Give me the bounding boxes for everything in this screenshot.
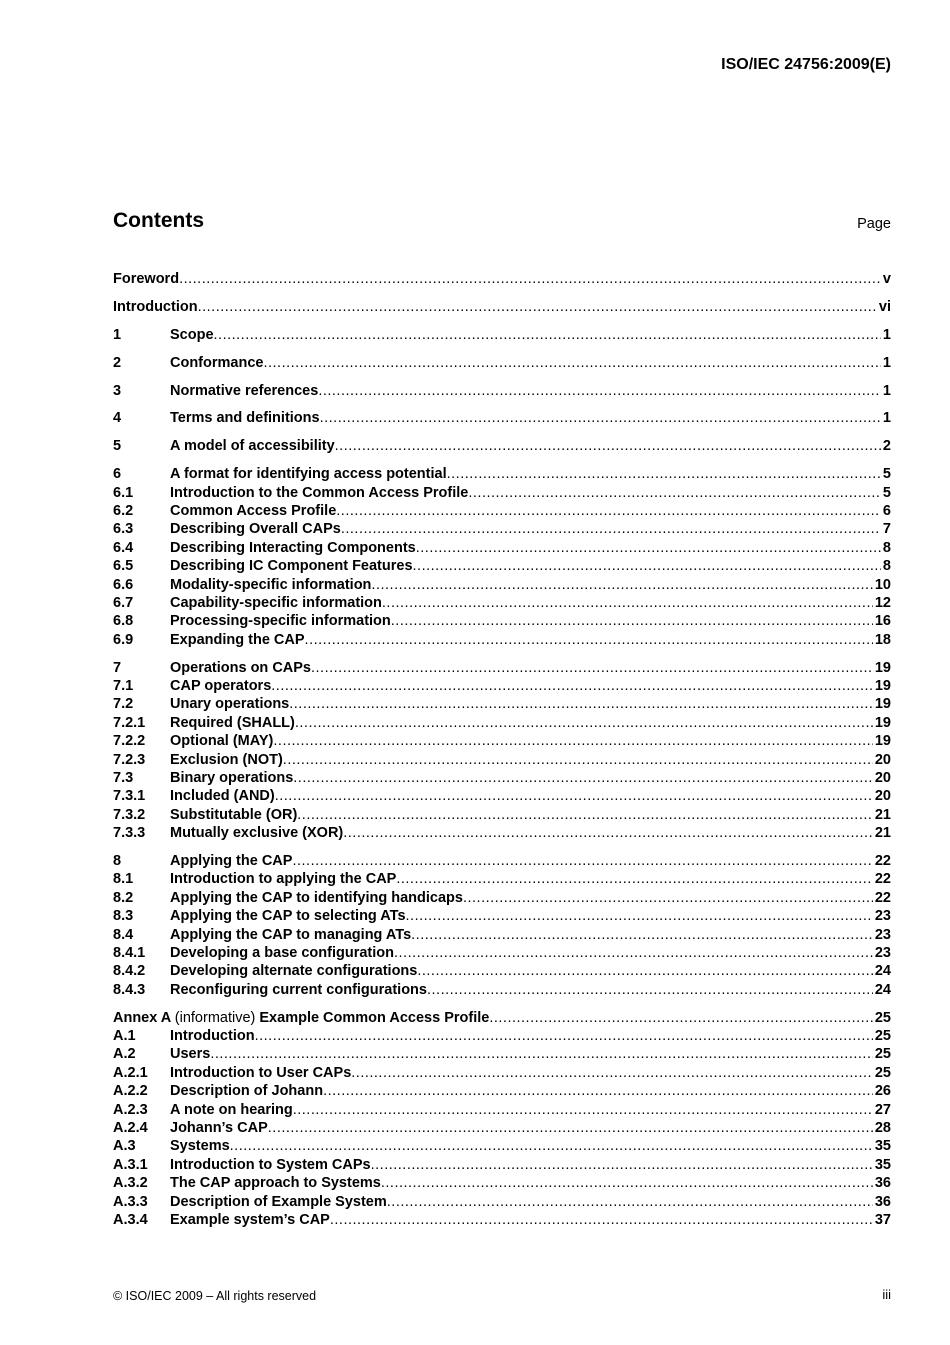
toc-entry-page: 25 bbox=[874, 1046, 891, 1063]
toc-entry-page: 22 bbox=[874, 889, 891, 906]
toc-entry-page: 19 bbox=[874, 696, 891, 713]
toc-entry[interactable] bbox=[113, 806, 891, 824]
dot-leader bbox=[371, 576, 872, 594]
toc-entry[interactable] bbox=[113, 465, 891, 483]
toc-entry-page: 21 bbox=[874, 825, 891, 842]
dot-leader bbox=[263, 354, 880, 372]
toc-entry-page: 19 bbox=[874, 678, 891, 695]
toc-entry[interactable] bbox=[113, 1156, 891, 1174]
toc-entry-title: Introduction to System CAPs bbox=[170, 1156, 371, 1173]
dot-leader bbox=[255, 1027, 873, 1045]
dot-leader bbox=[289, 695, 873, 713]
toc-entry-page: vi bbox=[878, 298, 891, 315]
toc-entry[interactable] bbox=[113, 1193, 891, 1211]
document-id: ISO/IEC 24756:2009(E) bbox=[721, 56, 891, 73]
toc-entry-number: 8.4.3 bbox=[113, 981, 146, 998]
toc-entry-title: Introduction to User CAPs bbox=[170, 1064, 352, 1081]
dot-leader bbox=[396, 870, 873, 888]
toc-entry-page: 28 bbox=[874, 1120, 891, 1137]
toc-entry-page: 21 bbox=[874, 806, 891, 823]
toc-entry-number: A.2.1 bbox=[113, 1064, 148, 1081]
dot-leader bbox=[305, 631, 873, 649]
dot-leader bbox=[198, 298, 877, 316]
toc-entry-number: A.3 bbox=[113, 1138, 136, 1155]
dot-leader bbox=[297, 806, 873, 824]
toc-entry-number: 8.2 bbox=[113, 889, 134, 906]
toc-entry[interactable] bbox=[113, 889, 891, 907]
dot-leader bbox=[341, 520, 881, 538]
dot-leader bbox=[323, 1082, 873, 1100]
dot-leader bbox=[387, 1193, 873, 1211]
dot-leader bbox=[381, 1174, 873, 1192]
toc-entry-title bbox=[113, 1009, 489, 1027]
toc-entry-title: Developing a base configuration bbox=[170, 945, 394, 961]
toc-entry-page: 5 bbox=[882, 484, 891, 501]
toc-entry-page: 37 bbox=[874, 1211, 891, 1228]
dot-leader bbox=[382, 594, 873, 612]
toc-entry-title: Applying the CAP to identifying handicaps bbox=[170, 889, 463, 906]
contents-heading: Contents bbox=[113, 209, 204, 232]
toc-entry[interactable] bbox=[113, 787, 891, 805]
toc-entry[interactable] bbox=[113, 769, 891, 787]
toc-entry-title: A model of accessibility bbox=[170, 438, 335, 455]
toc-entry-page: 8 bbox=[882, 558, 891, 575]
toc-entry-title: Describing IC Component Features bbox=[170, 558, 413, 575]
toc-entry-page: 23 bbox=[874, 926, 891, 943]
toc-entry-page: 1 bbox=[882, 382, 891, 399]
toc-entry[interactable] bbox=[113, 981, 891, 999]
toc-entry[interactable] bbox=[113, 502, 891, 520]
toc-entry-number: A.3.2 bbox=[113, 1175, 148, 1192]
dot-leader bbox=[489, 1009, 873, 1027]
toc-entry-number: 6 bbox=[113, 466, 122, 483]
toc-entry-page: 6 bbox=[882, 503, 891, 520]
toc-entry-title: Included (AND) bbox=[170, 788, 275, 805]
dot-leader bbox=[335, 437, 881, 455]
toc-entry-title: Processing-specific information bbox=[170, 613, 391, 630]
dot-leader bbox=[427, 981, 873, 999]
toc-entry[interactable] bbox=[113, 484, 891, 502]
dot-leader bbox=[292, 852, 872, 870]
toc-entry-title: Users bbox=[170, 1046, 211, 1063]
dot-leader bbox=[295, 714, 873, 732]
toc-entry-page: 27 bbox=[874, 1101, 891, 1118]
toc-entry[interactable] bbox=[113, 382, 891, 400]
dot-leader bbox=[351, 1064, 873, 1082]
toc-entry[interactable] bbox=[113, 298, 891, 316]
toc-entry-title: Conformance bbox=[170, 354, 264, 371]
toc-entry[interactable] bbox=[113, 870, 891, 888]
toc-entry-title: Terms and definitions bbox=[170, 410, 320, 427]
dot-leader bbox=[343, 824, 873, 842]
dot-leader bbox=[413, 557, 881, 575]
toc-entry-number: 7.1 bbox=[113, 678, 134, 695]
toc-entry-number: 6.1 bbox=[113, 484, 134, 501]
toc-entry-number: A.1 bbox=[113, 1028, 136, 1045]
toc-entry-page: 1 bbox=[882, 326, 891, 343]
toc-entry-title: Introduction to the Common Access Profile bbox=[170, 484, 469, 501]
toc-entry[interactable] bbox=[113, 962, 891, 980]
toc-entry[interactable] bbox=[113, 1174, 891, 1192]
toc-entry-title: Example system’s CAP bbox=[170, 1211, 330, 1228]
toc-entry-number: 7.2 bbox=[113, 696, 134, 713]
toc-entry-number: 7.2.3 bbox=[113, 751, 146, 768]
toc-entry-number: 6.9 bbox=[113, 631, 134, 648]
toc-entry[interactable] bbox=[113, 354, 891, 372]
toc-entry-number: A.3.1 bbox=[113, 1156, 148, 1173]
toc-entry-title: Scope bbox=[170, 326, 214, 343]
dot-leader bbox=[463, 889, 873, 907]
toc-entry-page: 2 bbox=[882, 438, 891, 455]
toc-entry-page: 19 bbox=[874, 714, 891, 731]
toc-entry[interactable] bbox=[113, 520, 891, 538]
toc-entry-number: A.2.2 bbox=[113, 1083, 148, 1100]
footer-page-number: iii bbox=[882, 1287, 891, 1302]
toc-entry-title: Systems bbox=[170, 1138, 230, 1155]
toc-entry[interactable] bbox=[113, 907, 891, 925]
toc-entry-page: 7 bbox=[882, 521, 891, 538]
toc-entry-title: A format for identifying access potential bbox=[170, 466, 447, 483]
toc-entry[interactable] bbox=[113, 1101, 891, 1119]
toc-entry-number: 3 bbox=[113, 382, 122, 399]
dot-leader bbox=[320, 409, 881, 427]
toc-entry-number: 7.3.1 bbox=[113, 788, 146, 805]
toc-entry[interactable] bbox=[113, 659, 891, 677]
toc-entry-title: Optional (MAY) bbox=[170, 733, 274, 750]
toc-entry[interactable] bbox=[113, 751, 891, 769]
toc-entry-page: 8 bbox=[882, 539, 891, 556]
toc-entry-page: v bbox=[882, 271, 891, 287]
toc-entry-page: 1 bbox=[882, 354, 891, 371]
toc-entry[interactable] bbox=[113, 944, 891, 962]
dot-leader bbox=[179, 270, 881, 288]
toc-entry-page: 20 bbox=[874, 788, 891, 805]
annex-title: Example Common Access Profile bbox=[259, 1009, 490, 1026]
toc-entry-number: 8.4.1 bbox=[113, 945, 146, 961]
toc-entry-page: 35 bbox=[874, 1138, 891, 1155]
toc-entry[interactable] bbox=[113, 1027, 891, 1045]
toc-entry-title: A note on hearing bbox=[170, 1101, 293, 1118]
dot-leader bbox=[394, 944, 873, 962]
toc-entry-page: 19 bbox=[874, 733, 891, 750]
toc-entry[interactable] bbox=[113, 594, 891, 612]
toc-entry-page: 12 bbox=[874, 594, 891, 611]
toc-entry-number: A.2.4 bbox=[113, 1120, 148, 1137]
toc-entry-title: Modality-specific information bbox=[170, 576, 372, 593]
toc-entry-title: Introduction to applying the CAP bbox=[170, 871, 397, 888]
dot-leader bbox=[318, 382, 881, 400]
toc-entry[interactable] bbox=[113, 1119, 891, 1137]
toc-entry[interactable] bbox=[113, 1045, 891, 1063]
toc-entry-number: 2 bbox=[113, 354, 122, 371]
toc-entry-title: Foreword bbox=[113, 271, 180, 287]
dot-leader bbox=[416, 539, 881, 557]
toc-entry-page: 18 bbox=[874, 631, 891, 648]
dot-leader bbox=[293, 769, 873, 787]
toc-entry-title: Common Access Profile bbox=[170, 503, 337, 520]
toc-entry[interactable] bbox=[113, 1009, 891, 1027]
toc-entry-page: 24 bbox=[874, 963, 891, 980]
dot-leader bbox=[336, 502, 881, 520]
toc-entry-page: 36 bbox=[874, 1175, 891, 1192]
toc-entry-title: Describing Overall CAPs bbox=[170, 521, 341, 538]
toc-entry-number: 6.8 bbox=[113, 613, 134, 630]
dot-leader bbox=[311, 659, 873, 677]
annex-informative-label: (informative) bbox=[174, 1009, 256, 1026]
toc-entry-number: 8.1 bbox=[113, 871, 134, 888]
dot-leader bbox=[371, 1156, 873, 1174]
toc-entry-title: Description of Johann bbox=[170, 1083, 324, 1100]
dot-leader bbox=[391, 612, 873, 630]
toc-entry-title: The CAP approach to Systems bbox=[170, 1175, 381, 1192]
dot-leader bbox=[268, 1119, 873, 1137]
toc-entry-number: 5 bbox=[113, 438, 122, 455]
dot-leader bbox=[275, 787, 873, 805]
toc-entry-number: 8.4 bbox=[113, 926, 134, 943]
toc-entry-title: Applying the CAP to managing ATs bbox=[170, 926, 412, 943]
toc-entry[interactable] bbox=[113, 631, 891, 649]
toc-entry-page: 24 bbox=[874, 981, 891, 998]
toc-entry-title: Developing alternate configurations bbox=[170, 963, 418, 980]
toc-entry[interactable] bbox=[113, 557, 891, 575]
toc-entry-title: Mutually exclusive (XOR) bbox=[170, 825, 344, 842]
toc-entry-number: 7 bbox=[113, 659, 122, 676]
toc-entry[interactable] bbox=[113, 409, 891, 427]
toc-entry[interactable] bbox=[113, 1211, 891, 1229]
toc-entry-title: Unary operations bbox=[170, 696, 290, 713]
toc-entry-page: 19 bbox=[874, 659, 891, 676]
toc-entry-number: 7.3.2 bbox=[113, 806, 146, 823]
toc-entry-number: 6.5 bbox=[113, 558, 134, 575]
toc-entry-number: A.2.3 bbox=[113, 1101, 148, 1118]
toc-entry-page: 26 bbox=[874, 1083, 891, 1100]
dot-leader bbox=[293, 1101, 873, 1119]
toc-entry-page: 25 bbox=[874, 1009, 891, 1026]
toc-entry-number: A.3.3 bbox=[113, 1193, 148, 1210]
dot-leader bbox=[230, 1137, 873, 1155]
toc-entry-number: 8.3 bbox=[113, 908, 134, 925]
toc-entry-page: 25 bbox=[874, 1064, 891, 1081]
dot-leader bbox=[283, 751, 873, 769]
toc-entry-number: 8.4.2 bbox=[113, 963, 146, 980]
toc-entry-number: 1 bbox=[113, 326, 122, 343]
toc-entry-page: 25 bbox=[874, 1028, 891, 1045]
toc-entry-number: 4 bbox=[113, 410, 122, 427]
dot-leader bbox=[214, 326, 881, 344]
dot-leader bbox=[468, 484, 881, 502]
toc-entry[interactable] bbox=[113, 612, 891, 630]
toc-entry-title: CAP operators bbox=[170, 678, 272, 695]
toc-entry-title: Normative references bbox=[170, 382, 319, 399]
page-column-label: Page bbox=[857, 216, 891, 232]
toc-entry-title: Exclusion (NOT) bbox=[170, 751, 283, 768]
dot-leader bbox=[417, 962, 873, 980]
toc-entry-title: Binary operations bbox=[170, 769, 294, 786]
toc-entry-title: Applying the CAP bbox=[170, 853, 293, 870]
toc-entry[interactable] bbox=[113, 824, 891, 842]
annex-label: Annex A bbox=[113, 1009, 171, 1026]
toc-entry-page: 20 bbox=[874, 751, 891, 768]
toc-entry-page: 1 bbox=[882, 410, 891, 427]
toc-entry-page: 20 bbox=[874, 769, 891, 786]
toc-entry-number: 6.2 bbox=[113, 503, 134, 520]
toc-entry-number: 7.3 bbox=[113, 769, 134, 786]
dot-leader bbox=[411, 926, 873, 944]
toc-entry-number: 6.6 bbox=[113, 576, 134, 593]
toc-entry[interactable] bbox=[113, 1137, 891, 1155]
toc-entry-number: 6.4 bbox=[113, 539, 134, 556]
toc-entry-title: Reconfiguring current configurations bbox=[170, 981, 427, 998]
dot-leader bbox=[273, 732, 872, 750]
toc-entry-number: A.3.4 bbox=[113, 1211, 148, 1228]
dot-leader bbox=[406, 907, 873, 925]
toc-entry-title: Johann’s CAP bbox=[170, 1120, 268, 1137]
toc-entry-page: 36 bbox=[874, 1193, 891, 1210]
toc-entry[interactable] bbox=[113, 852, 891, 870]
toc-entry-number: 6.3 bbox=[113, 521, 134, 538]
toc-entry-page: 5 bbox=[882, 466, 891, 483]
dot-leader bbox=[271, 677, 873, 695]
dot-leader bbox=[210, 1045, 873, 1063]
toc-entry[interactable] bbox=[113, 732, 891, 750]
toc-entry[interactable] bbox=[113, 539, 891, 557]
toc-entry-number: 6.7 bbox=[113, 594, 134, 611]
toc-entry-title: Describing Interacting Components bbox=[170, 539, 416, 556]
toc-entry-page: 23 bbox=[874, 945, 891, 961]
toc-entry-number: 7.3.3 bbox=[113, 825, 146, 842]
toc-entry-page: 16 bbox=[874, 613, 891, 630]
toc-entry-title: Introduction bbox=[170, 1028, 255, 1045]
toc-entry[interactable] bbox=[113, 714, 891, 732]
dot-leader bbox=[447, 465, 881, 483]
toc-entry[interactable] bbox=[113, 677, 891, 695]
toc-entry-title: Description of Example System bbox=[170, 1193, 387, 1210]
toc-entry-number: A.2 bbox=[113, 1046, 136, 1063]
toc-entry-title: Introduction bbox=[113, 298, 198, 315]
dot-leader bbox=[330, 1211, 873, 1229]
footer-copyright: © ISO/IEC 2009 – All rights reserved bbox=[113, 1289, 317, 1303]
toc-entry-title: Capability-specific information bbox=[170, 594, 382, 611]
toc-entry-page: 22 bbox=[874, 853, 891, 870]
toc-entry-page: 23 bbox=[874, 908, 891, 925]
toc-entry-page: 35 bbox=[874, 1156, 891, 1173]
toc-entry-title: Applying the CAP to selecting ATs bbox=[170, 908, 406, 925]
toc-entry[interactable] bbox=[113, 437, 891, 455]
table-of-contents bbox=[113, 270, 891, 1229]
toc-entry[interactable] bbox=[113, 926, 891, 944]
toc-entry-title: Operations on CAPs bbox=[170, 659, 311, 676]
toc-entry-title: Expanding the CAP bbox=[170, 631, 305, 648]
toc-entry-number: 7.2.1 bbox=[113, 714, 146, 731]
toc-entry[interactable] bbox=[113, 326, 891, 344]
toc-entry-number: 7.2.2 bbox=[113, 733, 146, 750]
toc-entry[interactable] bbox=[113, 1082, 891, 1100]
toc-entry[interactable] bbox=[113, 270, 891, 288]
toc-entry-title: Required (SHALL) bbox=[170, 714, 295, 731]
toc-entry[interactable] bbox=[113, 1064, 891, 1082]
toc-entry[interactable] bbox=[113, 695, 891, 713]
toc-entry-number: 8 bbox=[113, 853, 122, 870]
toc-entry-title: Substitutable (OR) bbox=[170, 806, 298, 823]
toc-entry-page: 10 bbox=[874, 576, 891, 593]
toc-entry-page: 22 bbox=[874, 871, 891, 888]
toc-entry[interactable] bbox=[113, 576, 891, 594]
